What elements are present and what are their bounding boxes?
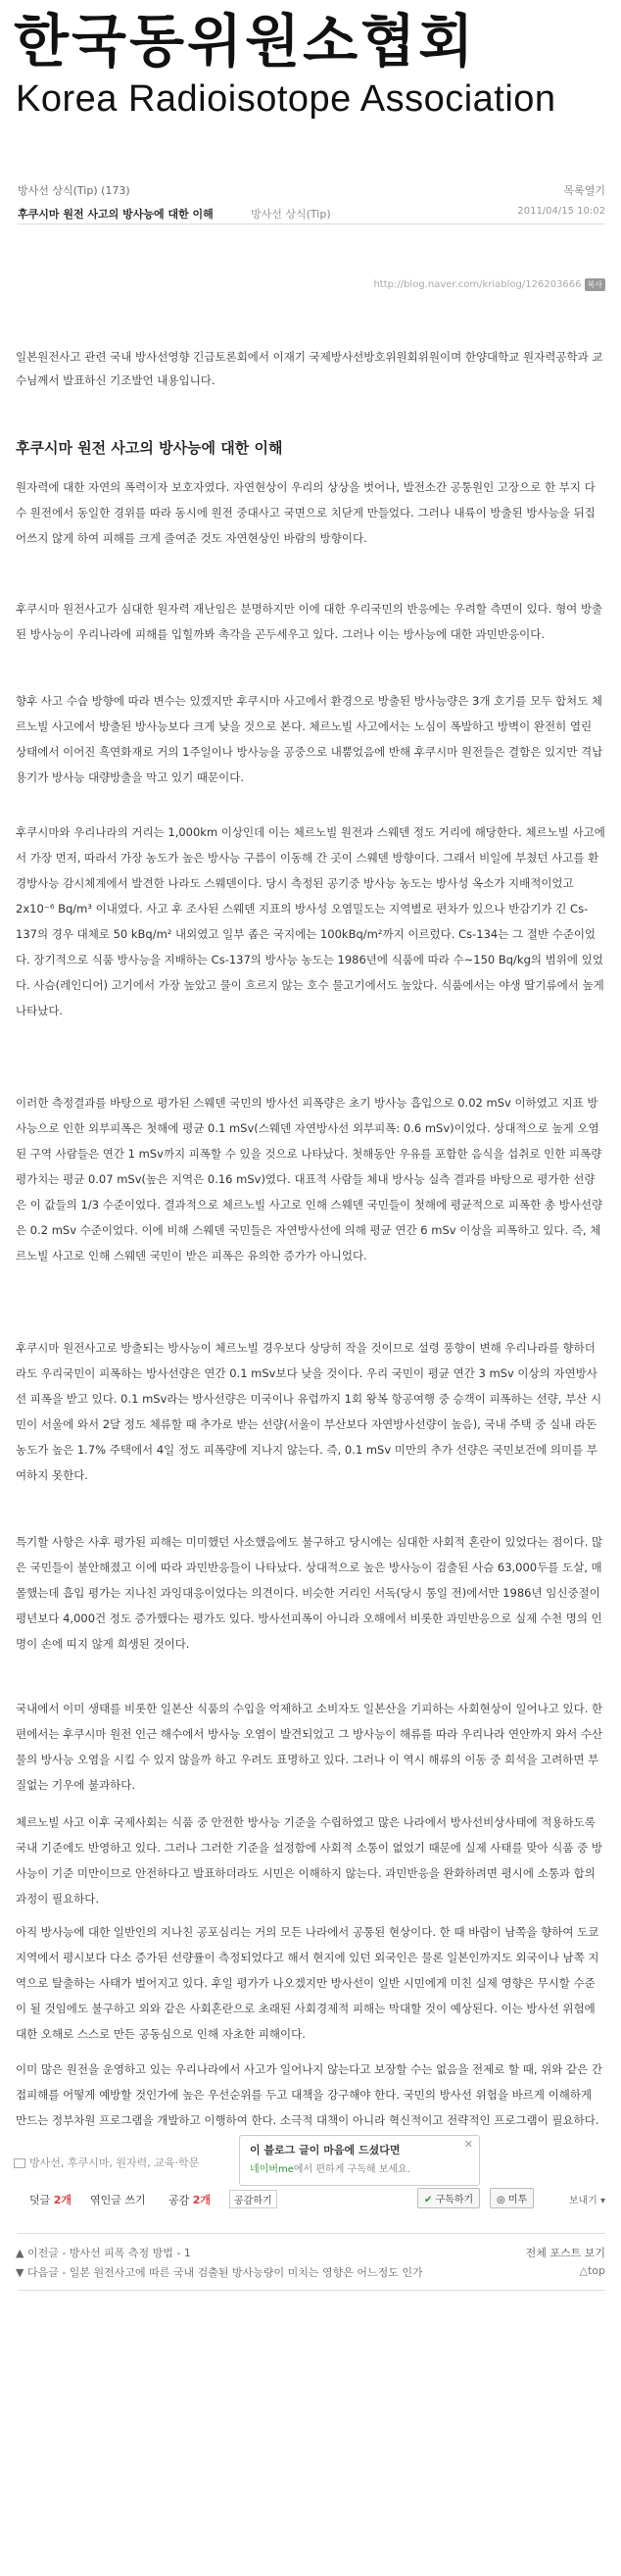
paragraph: 향후 사고 수습 방향에 따라 변수는 있겠지만 후쿠시마 사고에서 환경으로 방출된 방사능량은 3개 호기를 모두 합쳐도 체르노빌 사고에서 방출된 방사능보다 크게 낮을 것으로 본다. 체르노빌 사고에서는 노심이 폭발하고 방벽이 완전히 열린 상태에서 이어진 흑연화재로 거의 1주일이나 방사능을 공중으로 내뿜었음에 반해 후쿠시마 원전들은 결함은 있지만 격납용기가 방사능 대량방출을 막고 있기 때문이다. — [16, 694, 603, 784]
paragraph: 아직 방사능에 대한 일반인의 지나친 공포심리는 거의 모든 나라에서 공통된 현상이다. 한 때 바람이 남쪽을 향하여 도쿄 지역에서 평시보다 다소 증가된 선량률이 측정되었다고 해서 현지에 있던 외국인은 물론 일본인까지도 외국이나 남쪽 지역으로 탈출하는 사태가 벌어지고 있다. 후일 평가가 나오겠지만 방사선이 일반 시민에게 미친 실제 영향은 무시할 수준이 될 것임에도 불구하고 외와 같은 사회혼란으로 초래된 사회경제적 피해는 막대할 것이 예상된다. 이는 방사선 위험에 대한 오해로 스스로 만든 공동심으로 인해 자초한 피해이다. — [16, 1925, 599, 2041]
trackback-link[interactable]: 엮인글 쓰기 — [90, 2194, 146, 2206]
post-header — [18, 200, 605, 290]
section-title: 후쿠시마 원전 사고의 방사능에 대한 이해 — [16, 439, 283, 457]
metoo-label: 미투 — [507, 2195, 528, 2205]
sympathy-label: 공감 — [168, 2194, 190, 2206]
logo-korean[interactable]: 한국동위원소협회 — [14, 8, 477, 74]
category-row — [18, 182, 605, 200]
comments-count: 2개 — [53, 2194, 72, 2206]
tag-list[interactable]: 방사선, 후쿠시마, 원자력, 교육·학문 — [29, 2156, 200, 2169]
sympathy-link[interactable] — [168, 2192, 211, 2207]
sympathy-count: 2개 — [192, 2194, 212, 2206]
action-row — [29, 2188, 605, 2209]
post-url[interactable]: http://blog.naver.com/kriablog/126203666 — [373, 279, 582, 290]
subscribe-button[interactable] — [417, 2188, 480, 2208]
post-header-divider — [18, 223, 605, 224]
comments-label: 덧글 — [29, 2194, 51, 2206]
comments-link[interactable] — [29, 2192, 72, 2207]
popup-text-suffix: 에서 편하게 구독해 보세요. — [293, 2164, 410, 2175]
intro-paragraph: 일본원전사고 관련 국내 방사선영향 긴급토론회에서 이재기 국제방사선방호위원회위원이며 한양대학교 원자력공학과 교수님께서 발표하신 기조발언 내용입니다. — [16, 350, 603, 387]
list-open-link[interactable]: 목록열기 — [563, 184, 605, 197]
post-category[interactable]: 방사선 상식(Tip) — [251, 208, 331, 221]
send-dropdown[interactable]: 보내기 ▾ — [568, 2196, 605, 2206]
all-posts-link[interactable]: 전체 포스트 보기 — [525, 2247, 605, 2259]
metoo-icon: ◎ — [497, 2195, 505, 2205]
post-url-row — [373, 278, 605, 291]
post-title: 후쿠시마 원전 사고의 방사능에 대한 이해 — [18, 208, 214, 221]
check-icon: ✔ — [424, 2195, 433, 2205]
close-icon[interactable]: ✕ — [463, 2138, 473, 2151]
category-title[interactable]: 방사선 상식(Tip) (173) — [18, 184, 130, 197]
naver-me-link[interactable]: 네이버me — [250, 2164, 294, 2175]
post-date: 2011/04/15 10:02 — [517, 206, 605, 217]
paragraph: 이미 많은 원전을 운영하고 있는 우리나라에서 사고가 일어나지 않는다고 보장할 수는 없음을 전제로 할 때, 위와 같은 간접피해를 어떻게 예방할 것인가에 높은 우선순위를 두고 대책을 강구해야 한다. 국민의 방사선 위험을 바르게 이해하게 만드는 정부차원 프로그램을 개발하고 이행하여 한다. 소극적 대책이 아니라 혁신적이고 전략적인 프로그램이 필요하다. — [16, 2062, 603, 2127]
nav-divider-bottom — [18, 2290, 605, 2291]
paragraph: 후쿠시마 원전사고가 심대한 원자력 재난임은 분명하지만 이에 대한 우리국민의 반응에는 우려할 측면이 있다. 형여 방출된 방사능이 우리나라에 피해를 입힐까봐 촉각을 곤두세우고 있다. 그러나 이는 방사능에 대한 과민반응이다. — [16, 602, 603, 641]
paragraph: 국내에서 이미 생태를 비롯한 일본산 식품의 수입을 억제하고 소비자도 일본산을 기피하는 사회현상이 일어나고 있다. 한편에서는 후쿠시마 원전 인근 해수에서 방사능 오염이 발견되었고 그 방사능이 해류를 따라 우리나라 연안까지 와서 수산물의 방사능 오염을 시킬 수 있지 않을까 하고 우려도 표명하고 있다. 그러나 이 역시 해류의 이동 중 희석을 고려하면 부질없는 기우에 불과하다. — [16, 1702, 603, 1792]
prev-post-row — [16, 2245, 605, 2260]
tag-row — [14, 2155, 199, 2170]
popup-title: 이 블로그 글이 마음에 드셨다면 — [250, 2144, 401, 2156]
paragraph: 후쿠시마와 우리나라의 거리는 1,000km 이상인데 이는 체르노빌 원전과 스웨덴 정도 거리에 해당한다. 체르노빌 사고에서 가장 먼저, 따라서 가장 농도가 높은 방사능 구름이 이동해 간 곳이 스웨덴 방향이다. 그래서 비일에 부쳤던 사고를 환경방사능 감시체계에서 발견한 나라도 스웨덴이다. 당시 측정된 공기중 방사능 농도는 방사성 옥소가 지배적이었고 2x10⁻⁶ Bq/m³ 이내였다. 사고 후 조사된 스웨덴 지표의 방사성 오염밀도는 지역별로 편차가 있으나 반감기가 긴 Cs-137의 경우 대체로 50 kBq/m² 내외였고 일부 좁은 국지에는 100kBq/m²까지 이르렀다. Cs-134는 그 절반 수준이었다. 장기적으로 식품 방사능을 지배하는 Cs-137의 방사능 농도는 1986년에 식품에 따라 수~150 Bq/kg의 범위에 있었다. 사슴(레인디어) 고기에서 가장 높았고 물이 흐르지 않는 호수 물고기에서도 높았다. 식품에서는 야생 딸기류에서 높게 나타났다. — [16, 825, 605, 1017]
top-link[interactable]: △top — [579, 2264, 605, 2277]
sympathy-button[interactable]: 공감하기 — [229, 2190, 277, 2208]
metoo-button[interactable] — [490, 2188, 534, 2208]
paragraph: 후쿠시마 원전사고로 방출되는 방사능이 체르노빌 경우보다 상당히 작을 것이므로 설령 풍향이 변해 우리나라를 향하더라도 우리국민이 피폭하는 방사선량은 연간 0.1 mSv보다 낮을 것이다. 우리 국민이 평균 연간 3 mSv 이상의 자연방사선 피폭을 받고 있다. 0.1 mSv라는 방사선량은 미국이나 유럽까지 1회 왕복 항공여행 중 승객이 피폭하는 선량, 부산 시민이 서울에 와서 2달 정도 체류할 때 추가로 받는 선량(서울이 부산보다 자연방사선량이 높음), 국내 주택 중 실내 라돈농도가 높은 1.7% 주택에서 4일 정도 피폭량에 지나지 않는다. 즉, 0.1 mSv 미만의 추가 선량은 국민보건에 의미를 부여하지 못한다. — [16, 1341, 602, 1482]
popup-text — [250, 2160, 469, 2175]
subscribe-label: 구독하기 — [435, 2195, 474, 2205]
paragraph: 특기할 사항은 사후 평가된 피해는 미미했던 사소했음에도 불구하고 당시에는 심대한 사회적 혼란이 있었다는 점이다. 많은 국민들이 불안해졌고 이에 따라 과민반응들이 나타났다. 상대적으로 높은 방사능이 검출된 사슴 63,000두를 도살, 매몰했는데 흡입 평가는 지나친 과잉대응이었다는 의견이다. 비슷한 거리인 서독(당시 통일 전)에서만 1986년 임신중절이 평년보다 4,000건 정도 증가했다는 평가도 있다. 방사선피폭이 아니라 오해에서 비롯한 과민반응으로 실제 수천 명의 인명이 손에 띠지 않게 희생된 것이다. — [16, 1535, 603, 1651]
paragraph: 원자력에 대한 자연의 폭력이자 보호자였다. 자연현상이 우리의 상상을 벗어나, 발전소간 공통원인 고장으로 한 부지 다수 원전에서 동일한 경위를 따라 동시에 원전 중대사고 국면으로 치닫게 만들었다. 그러나 내륙이 방출된 방사능을 뒤집어쓰지 않게 하여 피해를 크게 줄여준 것도 자연현상인 바람의 방향이다. — [16, 480, 596, 545]
nav-divider — [18, 2233, 605, 2234]
next-post-row — [16, 2264, 605, 2280]
site-header — [0, 0, 621, 137]
paragraph: 체르노빌 사고 이후 국제사회는 식품 중 안전한 방사능 기준을 수립하였고 많은 나라에서 방사선비상사태에 적용하도록 국내 기준에도 반영하고 있다. 그러나 그러한 기준을 설정함에 사회적 소통이 없었기 때문에 실제 사태를 맞아 식품 중 방사능이 기준 미만이므로 안전하다고 발표하더라도 시민은 이해하지 않는다. 과민반응을 완화하려면 평시에 소통과 합의 과정이 필요하다. — [16, 1815, 603, 1906]
copy-url-button[interactable]: 복사 — [585, 278, 605, 291]
tag-icon — [14, 2158, 25, 2168]
paragraph: 이러한 측정결과를 바탕으로 평가된 스웨덴 국민의 방사선 피폭량은 초기 방사능 흡입으로 0.02 mSv 이하였고 지표 방사능으로 인한 외부피폭은 첫해에 평균 0.1 mSv(스웨덴 자연방사선 외부피폭: 0.6 mSv)이었다. 상대적으로 높게 오염된 구역 사람들은 연간 1 mSv까지 피폭할 수 있을 것으로 나타났다. 첫해동안 우유를 포함한 음식을 섭취로 인한 피폭량 평가치는 평균 0.07 mSv(높은 지역은 0.16 mSv)였다. 대표적 사람들 체내 방사능 실측 결과를 바탕으로 평가한 선량은 이 값들의 1/3 수준이었다. 결과적으로 체르노빌 사고로 인해 스웨덴 국민들이 첫해에 평균적으로 피폭한 총 방사선량은 0.2 mSv 수준이었다. 이에 비해 스웨덴 국민들은 자연방사선에 의해 평균 연간 6 mSv 이상을 피폭하고 있다. 즉, 체르노빌 사고로 인해 스웨덴 국민이 받은 피폭은 유의한 증가가 아니었다. — [16, 1096, 603, 1263]
prev-post-link[interactable]: ▲ 이전글 - 방사선 피폭 측정 방법 - 1 — [16, 2247, 191, 2259]
logo-english[interactable]: Korea Radioisotope Association — [16, 78, 556, 120]
next-post-link[interactable]: ▼ 다음글 - 일본 원전사고에 따른 국내 검출된 방사능량이 미치는 영향은 어느정도 인가 — [16, 2266, 423, 2279]
subscribe-popup — [239, 2135, 480, 2186]
